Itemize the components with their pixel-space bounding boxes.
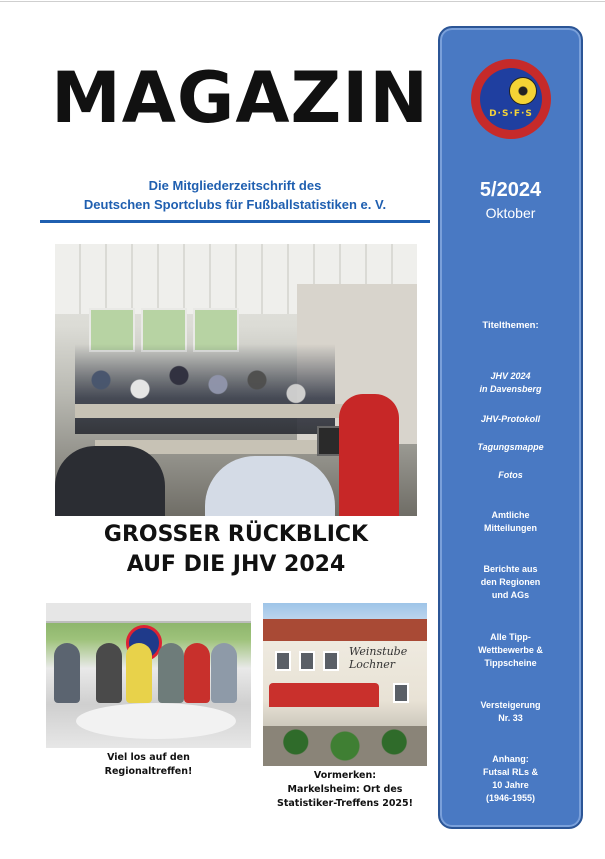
caption-line: Markelsheim: Ort des [287, 784, 403, 795]
topic-jhv [440, 370, 581, 396]
main-photo-jhv-meeting [55, 244, 417, 516]
roof [263, 619, 427, 641]
sidebar-panel [438, 26, 583, 829]
section-line: Nr. 33 [498, 713, 523, 723]
section-line: (1946-1955) [485, 793, 536, 803]
cover-headline [55, 520, 417, 580]
topic-tagungsmappe [440, 441, 581, 454]
section-line: Mitteilungen [484, 523, 537, 533]
inn-sign: Weinstube Lochner [349, 645, 408, 671]
dsfs-logo [471, 59, 551, 139]
topic-line: Tagungsmappe [477, 442, 544, 452]
section-line: Anhang: [492, 754, 529, 764]
issue-month: Oktober [485, 205, 536, 221]
topic-protokoll [440, 413, 581, 426]
round-table [76, 703, 236, 739]
section-amtliche [440, 509, 581, 535]
section-line: Tippscheine [484, 658, 537, 668]
section-line: und AGs [491, 590, 530, 600]
person-red-shirt [339, 394, 399, 516]
person [96, 643, 122, 703]
topic-line: Fotos [498, 470, 523, 480]
issue-number: 5/2024 [479, 179, 542, 201]
person [126, 643, 152, 703]
section-line: den Regionen [480, 577, 541, 587]
person [54, 643, 80, 703]
section-line: Wettbewerbe & [478, 645, 543, 655]
subtitle-line-1: Die Mitgliederzeitschrift des [148, 178, 322, 193]
caption-regional-meeting [46, 751, 251, 779]
person [184, 643, 210, 703]
person [211, 643, 237, 703]
section-versteigerung [440, 699, 581, 725]
section-line: Futsal RLs & [482, 767, 538, 777]
section-line: 10 Jahre [492, 780, 529, 790]
window [323, 651, 339, 671]
photo-regional-meeting [46, 603, 251, 748]
logo-text: D·S·F·S [489, 109, 533, 119]
section-berichte [440, 563, 581, 602]
section-anhang [440, 753, 581, 805]
topic-fotos [440, 469, 581, 482]
section-line: Berichte aus [483, 564, 538, 574]
subtitle-line-2: Deutschen Sportclubs für Fußballstatistiken e. V. [83, 197, 387, 212]
section-tipp [440, 631, 581, 670]
topic-line: JHV 2024 [490, 371, 531, 381]
photo-markelsheim [263, 603, 427, 766]
crowd-raising-hands [75, 344, 335, 434]
plants [263, 726, 427, 766]
table [75, 404, 375, 418]
caption-line: Statistiker-Treffens 2025! [277, 798, 413, 809]
caption-markelsheim [263, 769, 427, 811]
football-icon [509, 77, 537, 105]
person [158, 643, 184, 703]
window [299, 651, 315, 671]
topics-title: Titelthemen: [482, 320, 539, 331]
section-line: Amtliche [491, 510, 530, 520]
subtitle-divider [40, 220, 430, 223]
top-border [0, 1, 605, 2]
topic-line: in Davensberg [479, 384, 542, 394]
magazine-title: MAGAZIN [51, 57, 429, 139]
caption-line: Regionaltreffen! [104, 766, 193, 777]
caption-line: Viel los auf den [107, 752, 190, 763]
window [275, 651, 291, 671]
section-line: Alle Tipp- [490, 632, 531, 642]
person-front-dark [55, 446, 165, 516]
caption-line: Vormerken: [313, 770, 377, 781]
headline-line-1: GROSSER RÜCKBLICK [103, 522, 369, 547]
red-awning [269, 683, 379, 707]
headline-line-2: AUF DIE JHV 2024 [126, 552, 346, 577]
tent-roof [46, 603, 251, 623]
person-front-light [205, 456, 335, 516]
topic-line: JHV-Protokoll [480, 414, 541, 424]
window [393, 683, 409, 703]
section-line: Versteigerung [480, 700, 541, 710]
magazine-subtitle [40, 176, 430, 214]
